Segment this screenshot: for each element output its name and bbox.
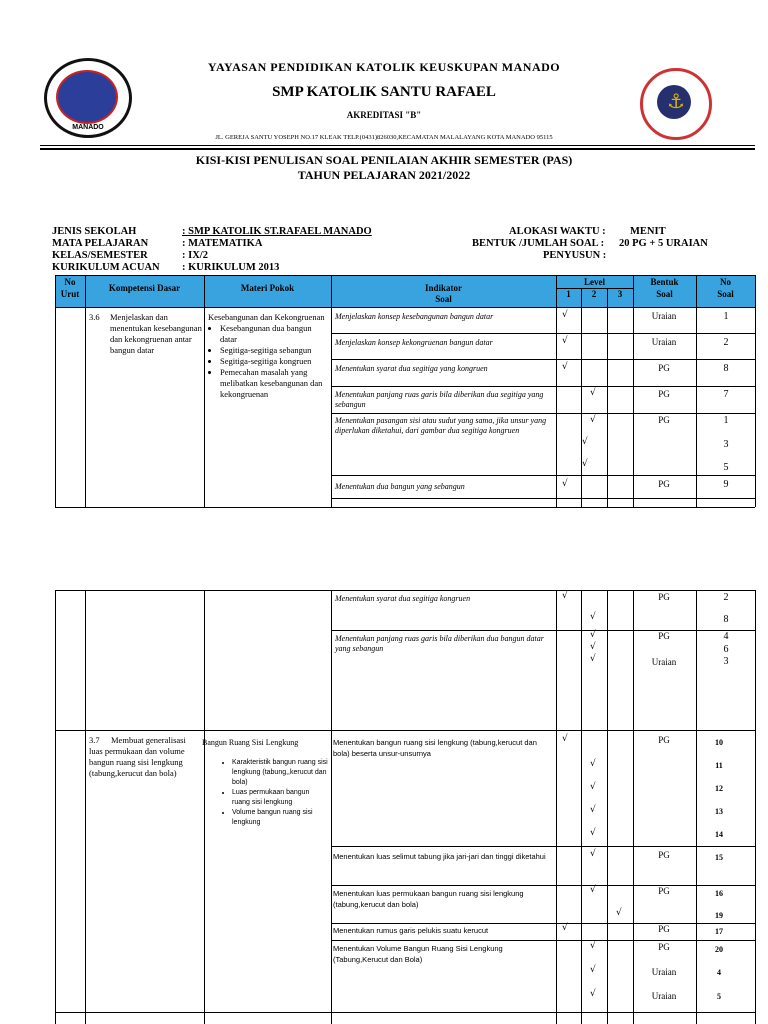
- bentuk-soal: Uraian: [651, 967, 677, 977]
- bentuk-soal: PG: [658, 735, 670, 745]
- materi-item: • Karakteristik bangun ruang sisi lengkung (tabung,,kerucut dan bola): [232, 758, 328, 788]
- school-name: SMP KATOLIK SANTU RAFAEL: [272, 84, 496, 100]
- check-icon: √: [590, 965, 596, 975]
- kelas-label: KELAS/SEMESTER: [52, 250, 148, 261]
- jenis-value: : SMP KATOLIK ST.RAFAEL MANADO: [182, 226, 372, 237]
- no-soal: 12: [715, 784, 723, 793]
- materi-title: Kesebangunan dan Kekongruenan: [208, 312, 325, 322]
- check-icon: √: [590, 885, 596, 895]
- no-soal: 4: [717, 968, 721, 977]
- header-level-1: 1: [566, 289, 571, 299]
- header-urut: Urut: [60, 289, 80, 299]
- bentuk-soal: PG: [658, 886, 670, 896]
- bentuk-soal: PG: [658, 942, 670, 952]
- no-soal: 5: [717, 992, 721, 1001]
- check-icon: √: [562, 591, 568, 601]
- materi-item: • Pemecahan masalah yang melibatkan kesebangunan dan kekongruenan: [220, 367, 328, 400]
- bentuk-label: BENTUK /JUMLAH SOAL :: [472, 238, 605, 249]
- check-icon: √: [590, 941, 596, 951]
- check-icon: √: [562, 734, 568, 744]
- no-soal: 11: [715, 761, 723, 770]
- no-soal: 2: [723, 337, 729, 348]
- no-soal: 4: [723, 631, 729, 642]
- check-icon: √: [590, 630, 596, 640]
- no-soal: 3: [723, 439, 729, 450]
- no-soal: 8: [723, 614, 729, 625]
- no-soal: 1: [723, 415, 729, 426]
- header-bentuk-soal: Soal: [656, 289, 673, 299]
- mapel-label: MATA PELAJARAN: [52, 238, 149, 249]
- indikator: Menjelaskan konsep kekongruenan bangun datar: [335, 338, 493, 347]
- bentuk-soal: Uraian: [651, 657, 677, 667]
- header-nosoal-2: Soal: [717, 289, 734, 299]
- alokasi-value: MENIT: [630, 226, 666, 237]
- indikator: Menentukan dua bangun yang sebangun: [335, 482, 465, 491]
- check-icon: √: [562, 362, 568, 372]
- indikator: Menentukan syarat dua segitiga kongruen: [335, 594, 471, 603]
- check-icon: √: [590, 828, 596, 838]
- header-no: No: [64, 277, 76, 287]
- no-soal: 14: [715, 830, 723, 839]
- bentuk-soal: PG: [658, 415, 670, 425]
- check-icon: √: [590, 654, 596, 664]
- check-icon: √: [616, 908, 622, 918]
- no-soal: 2: [723, 592, 729, 603]
- logo-left-text: MANADO: [72, 124, 104, 131]
- foundation-name: YAYASAN PENDIDIKAN KATOLIK KEUSKUPAN MANADO: [207, 60, 561, 74]
- check-icon: √: [590, 989, 596, 999]
- divider: [40, 145, 755, 146]
- no-soal: 17: [715, 927, 723, 936]
- check-icon: √: [562, 336, 568, 346]
- kelas-value: : IX/2: [182, 250, 208, 261]
- no-soal: 13: [715, 807, 723, 816]
- check-icon: √: [590, 415, 596, 425]
- materi-block: [220, 758, 328, 828]
- indikator: Menentukan luas permukaan bangun ruang sisi lengkung (tabung,kerucut dan bola): [333, 889, 524, 909]
- alokasi-label: ALOKASI WAKTU :: [509, 226, 606, 237]
- penyusun-label: PENYUSUN :: [543, 250, 607, 261]
- bentuk-soal: Uraian: [651, 337, 677, 347]
- header-materi: Materi Pokok: [240, 283, 295, 293]
- header-level-3: 3: [617, 289, 623, 299]
- materi-block: [208, 312, 328, 400]
- no-soal: 8: [723, 363, 729, 374]
- materi-item: • Kesebangunan dua bangun datar: [220, 323, 328, 345]
- no-soal: 20: [715, 945, 723, 954]
- check-icon: √: [582, 459, 588, 469]
- check-icon: √: [562, 923, 568, 933]
- foundation-logo-right: [640, 68, 712, 140]
- bentuk-soal: PG: [658, 850, 670, 860]
- check-icon: √: [590, 849, 596, 859]
- no-soal: 6: [723, 644, 729, 655]
- no-soal: 19: [715, 911, 723, 920]
- divider: [40, 148, 755, 150]
- bentuk-soal: Uraian: [651, 311, 677, 321]
- no-soal: 5: [723, 462, 729, 473]
- document-title: KISI-KISI PENULISAN SOAL PENILAIAN AKHIR SEMESTER (PAS): [195, 153, 573, 167]
- bentuk-soal: PG: [658, 631, 670, 641]
- kd-number: 3.7: [89, 735, 100, 745]
- no-soal: 1: [723, 311, 729, 322]
- accreditation: AKREDITASI "B": [346, 110, 422, 120]
- check-icon: √: [562, 479, 568, 489]
- no-soal: 3: [723, 656, 729, 667]
- indikator: Menentukan luas selimut tabung jika jari-jari dan tinggi diketahui: [333, 852, 546, 861]
- check-icon: √: [590, 642, 596, 652]
- bentuk-value: 20 PG + 5 URAIAN: [619, 238, 708, 249]
- no-soal: 15: [715, 853, 723, 862]
- check-icon: √: [590, 388, 596, 398]
- indikator: Menjelaskan konsep kesebangunan bangun datar: [335, 312, 494, 321]
- check-icon: √: [590, 612, 596, 622]
- school-address: JL. GEREJA SANTU YOSEPH NO.17 KLEAK TELP.(0431)826030,KECAMATAN MALALAYANG KOTA MANADO 95115: [215, 134, 553, 141]
- header-nosoal: No: [720, 277, 731, 287]
- bentuk-soal: PG: [658, 592, 670, 602]
- header-soal: Soal: [435, 294, 452, 304]
- kd-text: Menjelaskan dan menentukan kesebangunan dan kekongruenan antar bangun datar: [110, 312, 202, 355]
- header-level: Level: [584, 277, 605, 287]
- indikator: Menentukan panjang ruas garis bila diberikan dua bangun datar yang sebangun: [335, 634, 544, 653]
- anchor-icon: ⚓: [667, 89, 685, 113]
- academic-year: TAHUN PELAJARAN 2021/2022: [297, 168, 471, 182]
- no-soal: 7: [723, 389, 729, 400]
- check-icon: √: [590, 805, 596, 815]
- materi-item: • Luas permukaan bangun ruang sisi lengkung: [232, 788, 328, 808]
- check-icon: √: [582, 437, 588, 447]
- check-icon: √: [590, 759, 596, 769]
- bentuk-soal: PG: [658, 389, 670, 399]
- indikator: Menentukan pasangan sisi atau sudut yang sama, jika unsur yang diperlukan diketahui, dari gambar dua segitiga kongruen: [335, 416, 547, 435]
- indikator: Menentukan rumus garis pelukis suatu kerucut: [333, 926, 489, 935]
- mapel-value: : MATEMATIKA: [182, 238, 263, 249]
- jenis-label: JENIS SEKOLAH: [52, 226, 137, 237]
- bentuk-soal: Uraian: [651, 991, 677, 1001]
- kurikulum-label: KURIKULUM ACUAN: [52, 262, 160, 273]
- check-icon: √: [590, 782, 596, 792]
- materi-item: • Segitiga-segitiga sebangun: [220, 345, 328, 356]
- materi-title: Bangun Ruang Sisi Lengkung: [202, 738, 299, 747]
- bentuk-soal: PG: [658, 924, 670, 934]
- no-soal: 9: [723, 479, 729, 490]
- bentuk-soal: PG: [658, 363, 670, 373]
- kurikulum-value: : KURIKULUM 2013: [182, 262, 280, 273]
- indikator: Menentukan panjang ruas garis bila diberikan dua segitiga yang sebangun: [335, 390, 544, 409]
- no-soal: 10: [715, 738, 723, 747]
- header-level-2: 2: [591, 289, 597, 299]
- bentuk-soal: PG: [658, 479, 670, 489]
- check-icon: √: [562, 310, 568, 320]
- materi-item: • Segitiga-segitiga kongruen: [220, 356, 328, 367]
- kd-number: 3.6: [89, 312, 100, 322]
- indikator: Menentukan syarat dua segitiga yang kongruen: [335, 364, 488, 373]
- header-bentuk: Bentuk: [650, 277, 679, 287]
- indikator: Menentukan Volume Bangun Ruang Sisi Lengkung (Tabung,Kerucut dan Bola): [333, 944, 503, 964]
- no-soal: 16: [715, 889, 723, 898]
- indikator: Menentukan bangun ruang sisi lengkung (tabung,kerucut dan bola) beserta unsur-unsurnya: [333, 738, 537, 758]
- kd-text: Membuat generalisasi luas permukaan dan volume bangun ruang sisi lengkung (tabung,kerucut dan bola): [89, 735, 186, 778]
- materi-item: • Volume bangun ruang sisi lengkung: [232, 808, 328, 828]
- header-indikator: Indikator: [424, 283, 462, 293]
- header-kd: Kompetensi Dasar: [108, 283, 181, 293]
